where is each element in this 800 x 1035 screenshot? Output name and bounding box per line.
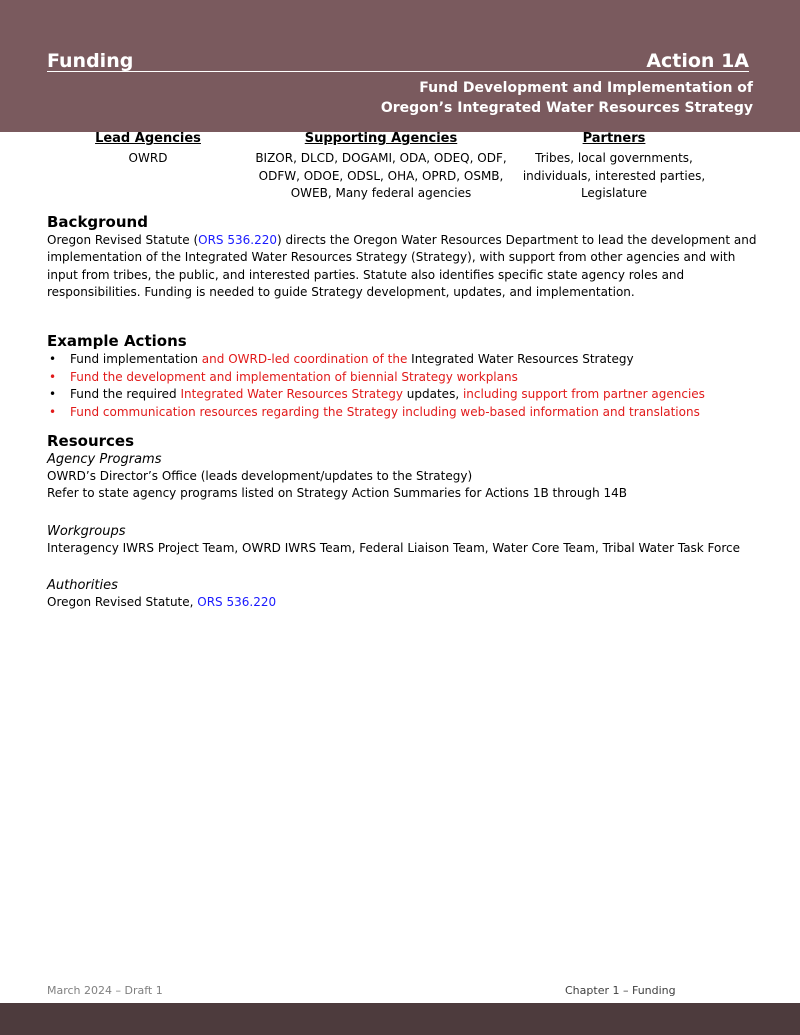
action-text: Integrated Water Resources Strategy [407, 352, 634, 366]
ors-link[interactable]: ORS 536.220 [197, 594, 277, 609]
section-title: Funding [47, 50, 134, 72]
supporting-agencies-heading: Supporting Agencies [304, 131, 458, 146]
background-text-start: Oregon Revised Statute ( [47, 233, 199, 247]
footer-date: March 2024 – Draft 1 [47, 984, 163, 997]
example-actions-section [47, 332, 757, 421]
page-header [0, 0, 800, 132]
background-heading: Background [47, 213, 148, 231]
action-text: updates, [402, 387, 463, 401]
lead-agencies-heading: Lead Agencies [95, 131, 201, 146]
bullet-icon: • [49, 404, 57, 419]
action-text-revised: Fund the development and implementation of biennial Strategy workplans [70, 369, 518, 384]
header-rule [47, 71, 749, 72]
partners-column [514, 131, 714, 203]
partners-line: Legislature [580, 186, 648, 200]
action-text: Fund implementation [70, 352, 202, 366]
partners-line: individuals, interested parties, [522, 168, 706, 183]
background-text [47, 232, 757, 301]
bullet-icon: • [49, 352, 57, 366]
example-actions-heading: Example Actions [47, 332, 187, 350]
footer-bar [0, 1003, 800, 1035]
list-item [47, 386, 757, 404]
lead-agencies-line: OWRD [128, 151, 168, 165]
agency-programs-label: Agency Programs [47, 452, 162, 467]
workgroups-label: Workgroups [47, 523, 126, 539]
bullet-icon: • [49, 387, 57, 401]
lead-agencies-column [78, 131, 218, 168]
action-title-line1: Fund Development and Implementation of [419, 80, 753, 96]
partners-line: Tribes, local governments, [535, 151, 693, 165]
action-text-revised: Integrated Water Resources Strategy [180, 387, 403, 401]
authorities-text: Oregon Revised Statute, [47, 594, 198, 609]
supporting-agencies-column [242, 131, 520, 203]
background-text-end: ) directs the Oregon Water Resources Department to lead the development and implementation of the Integrated Water Resources Strategy (Strategy), with support from other agencies and with input from tribes, the public, and interested parties. Statute also identifies specific state agency roles and responsibilities. Funding is needed to guide Strategy development, updates, and implementation. [47, 233, 757, 299]
partners-heading: Partners [582, 131, 646, 146]
footer-chapter: Chapter 1 – Funding [565, 984, 676, 997]
list-item [47, 369, 757, 387]
authorities-line [47, 594, 757, 611]
supporting-agencies-line: OWEB, Many federal agencies [290, 186, 472, 200]
action-title-line2: Oregon’s Integrated Water Resources Strategy [380, 100, 753, 116]
authorities-label: Authorities [47, 577, 118, 593]
agency-programs-line: Refer to state agency programs listed on Strategy Action Summaries for Actions 1B through 14B [47, 486, 627, 501]
supporting-agencies-line: ODFW, ODOE, ODSL, OHA, OPRD, OSMB, [258, 168, 504, 183]
list-item [47, 351, 757, 369]
action-text-revised: Fund communication resources regarding the Strategy including web-based information and translations [70, 404, 700, 419]
action-text-revised: including support from partner agencies [462, 387, 705, 401]
list-item [47, 404, 757, 422]
background-section [47, 213, 757, 301]
action-number: Action 1A [646, 50, 749, 72]
resources-section [47, 432, 757, 611]
example-actions-list [47, 351, 757, 421]
supporting-agencies-line: BIZOR, DLCD, DOGAMI, ODA, ODEQ, ODF, [255, 151, 507, 165]
resources-heading: Resources [47, 432, 135, 450]
ors-link[interactable]: ORS 536.220 [198, 233, 277, 247]
action-text: Fund the required [70, 387, 181, 401]
bullet-icon: • [49, 369, 57, 384]
action-text-revised: and OWRD-led coordination of the [201, 352, 408, 366]
workgroups-line: Interagency IWRS Project Team, OWRD IWRS Team, Federal Liaison Team, Water Core Team, Tribal Water Task Force [47, 540, 741, 555]
action-title [381, 78, 753, 118]
agency-programs-line: OWRD’s Director’s Office (leads development/updates to the Strategy) [47, 469, 473, 483]
